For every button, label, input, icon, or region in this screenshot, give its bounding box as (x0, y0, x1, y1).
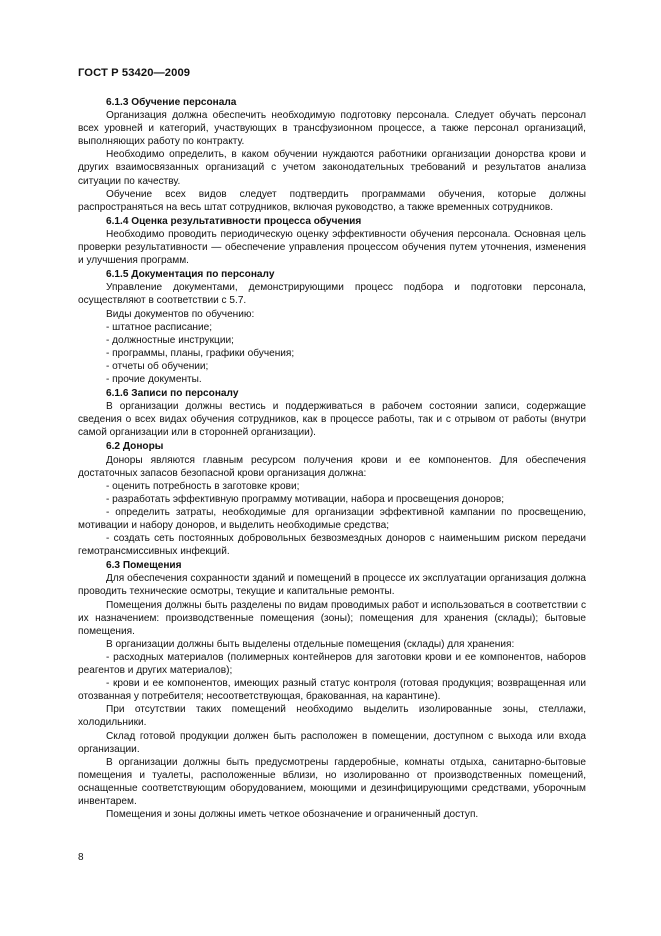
document-header: ГОСТ Р 53420—2009 (78, 67, 191, 79)
paragraph: Необходимо проводить периодическую оценку эффективности обучения персонала. Основная цель проверки результативности — обеспечение управления процессом обучения путем уточнения, изменения и улучшения программ. (78, 228, 586, 267)
document-body (78, 95, 586, 821)
list-item: - определить затраты, необходимые для организации эффективной кампании по просвещению, мотивации и набору доноров, и выделить необходимые средства; (78, 506, 586, 531)
page-number: 8 (78, 852, 84, 863)
section-heading: 6.2 Доноры (106, 441, 164, 453)
paragraph: В организации должны быть предусмотрены гардеробные, комнаты отдыха, санитарно-бытовые помещения и туалеты, расположенные вблизи, но изолированно от производственных помещений, оснащенные соответствующим оборудованием, моющими и дезинфицирующими средствами, уборочным инвентарем. (78, 756, 586, 807)
paragraph: В организации должны вестись и поддерживаться в рабочем состоянии записи, содержащие сведения о всех видах обучения сотрудников, как в процессе работы, так и с отрывом от работы (внутри самой организации или в сторонней организации). (78, 401, 586, 439)
list-item: - разработать эффективную программу мотивации, набора и просвещения доноров; (106, 493, 505, 505)
list-item: - программы, планы, графики обучения; (106, 347, 295, 359)
paragraph: Необходимо определить, в каком обучении нуждаются работники организации донорства крови и других взаимосвязанных организаций с учетом законодательных требований и результатов анализа ситуации по качеству. (78, 149, 586, 187)
list-item: - оценить потребность в заготовке крови; (106, 480, 300, 492)
paragraph: В организации должны быть выделены отдельные помещения (склады) для хранения: (106, 638, 515, 650)
paragraph: Для обеспечения сохранности зданий и помещений в процессе их эксплуатации организация должна проводить технические осмотры, текущие и капитальные ремонты. (78, 573, 586, 598)
paragraph: Помещения и зоны должны иметь четкое обозначение и ограниченный доступ. (106, 809, 479, 821)
section-heading: 6.1.5 Документация по персоналу (106, 269, 275, 281)
paragraph: Помещения должны быть разделены по видам проводимых работ и использоваться в соответствии с их назначением: производственные помещения (зоны); помещения для хранения (склады); бытовые помещения. (78, 599, 586, 637)
section-heading: 6.1.4 Оценка результативности процесса обучения (106, 215, 362, 227)
paragraph: Организация должна обеспечить необходимую подготовку персонала. Следует обучать персонал всех уровней и категорий, участвующих в трансфузионном процессе, а также персонал организаций, выполняющих работу по контракту. (78, 110, 586, 148)
list-item: - отчеты об обучении; (106, 360, 209, 372)
section-heading: 6.1.3 Обучение персонала (106, 97, 237, 108)
paragraph: Управление документами, демонстрирующими процесс подбора и подготовки персонала, осуществляют в соответствии с 5.7. (78, 282, 586, 307)
list-item: - штатное расписание; (106, 321, 213, 333)
list-item: - расходных материалов (полимерных контейнеров для заготовки крови и ее компонентов, наборов реагентов и других материалов); (78, 651, 586, 677)
section-heading: 6.3 Помещения (106, 560, 182, 572)
list-item: - создать сеть постоянных добровольных безвозмездных доноров с наименьшим риском передачи гемотрансмиссивных инфекций. (78, 533, 586, 558)
paragraph: При отсутствии таких помещений необходимо выделить изолированные зоны, стеллажи, холодильники. (78, 704, 586, 729)
section-heading: 6.1.6 Записи по персоналу (106, 388, 239, 400)
paragraph: Склад готовой продукции должен быть расположен в помещении, доступном с выхода или входа организации. (78, 730, 586, 755)
paragraph: Обучение всех видов следует подтвердить программами обучения, которые должны распространяться на весь штат сотрудников, включая руководство, а также временных сотрудников. (78, 188, 586, 213)
list-item: - крови и ее компонентов, имеющих разный статус контроля (готовая продукция; возвращенная или отозванная у потребителя; несоответствующая, бракованная, на карантине). (78, 678, 586, 703)
paragraph: Доноры являются главным ресурсом получения крови и ее компонентов. Для обеспечения достаточных запасов безопасной крови организация должна: (78, 454, 586, 479)
list-item: - должностные инструкции; (106, 334, 234, 346)
list-item: - прочие документы. (106, 373, 202, 385)
list-item: Виды документов по обучению: (106, 308, 255, 320)
